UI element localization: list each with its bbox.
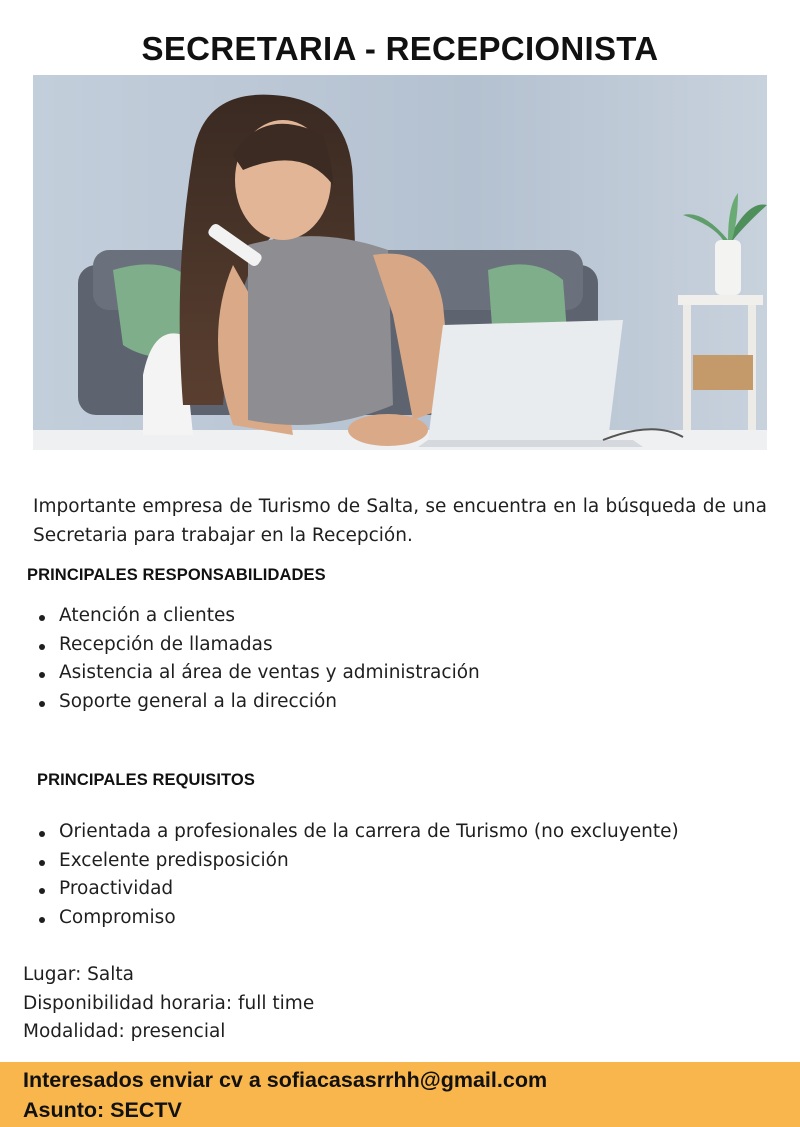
list-item: Soporte general a la dirección: [37, 688, 480, 717]
schedule-text: Disponibilidad horaria: full time: [23, 992, 315, 1014]
woman-on-phone-photo: [33, 75, 767, 450]
list-item: Excelente predisposición: [37, 847, 679, 876]
mode-text: Modalidad: presencial: [23, 1021, 226, 1043]
requirements-heading: PRINCIPALES REQUISITOS: [37, 771, 255, 789]
photo-illustration: [33, 75, 767, 450]
page-title: SECRETARIA - RECEPCIONISTA: [141, 30, 659, 67]
responsibilities-heading: PRINCIPALES RESPONSABILIDADES: [27, 566, 326, 584]
requirements-list: [37, 818, 679, 933]
subject-text: Asunto: SECTV: [23, 1098, 182, 1122]
location-text: Lugar: Salta: [23, 964, 134, 985]
list-item: Compromiso: [37, 904, 679, 933]
list-item: Proactividad: [37, 875, 679, 904]
list-item: Orientada a profesionales de la carrera de Turismo (no excluyente): [37, 818, 679, 847]
list-item: Asistencia al área de ventas y administración: [37, 659, 480, 688]
job-details: [23, 961, 314, 1047]
intro-paragraph: Importante empresa de Turismo de Salta, se encuentra en la búsqueda de una Secretaria para trabajar en la Recepción.: [33, 496, 767, 546]
list-item: Recepción de llamadas: [37, 631, 480, 660]
contact-text: Interesados enviar cv a sofiacasasrrhh@gmail.com: [23, 1068, 548, 1092]
contact-banner: [0, 1062, 800, 1127]
list-item: Atención a clientes: [37, 602, 480, 631]
responsibilities-list: [37, 602, 480, 717]
